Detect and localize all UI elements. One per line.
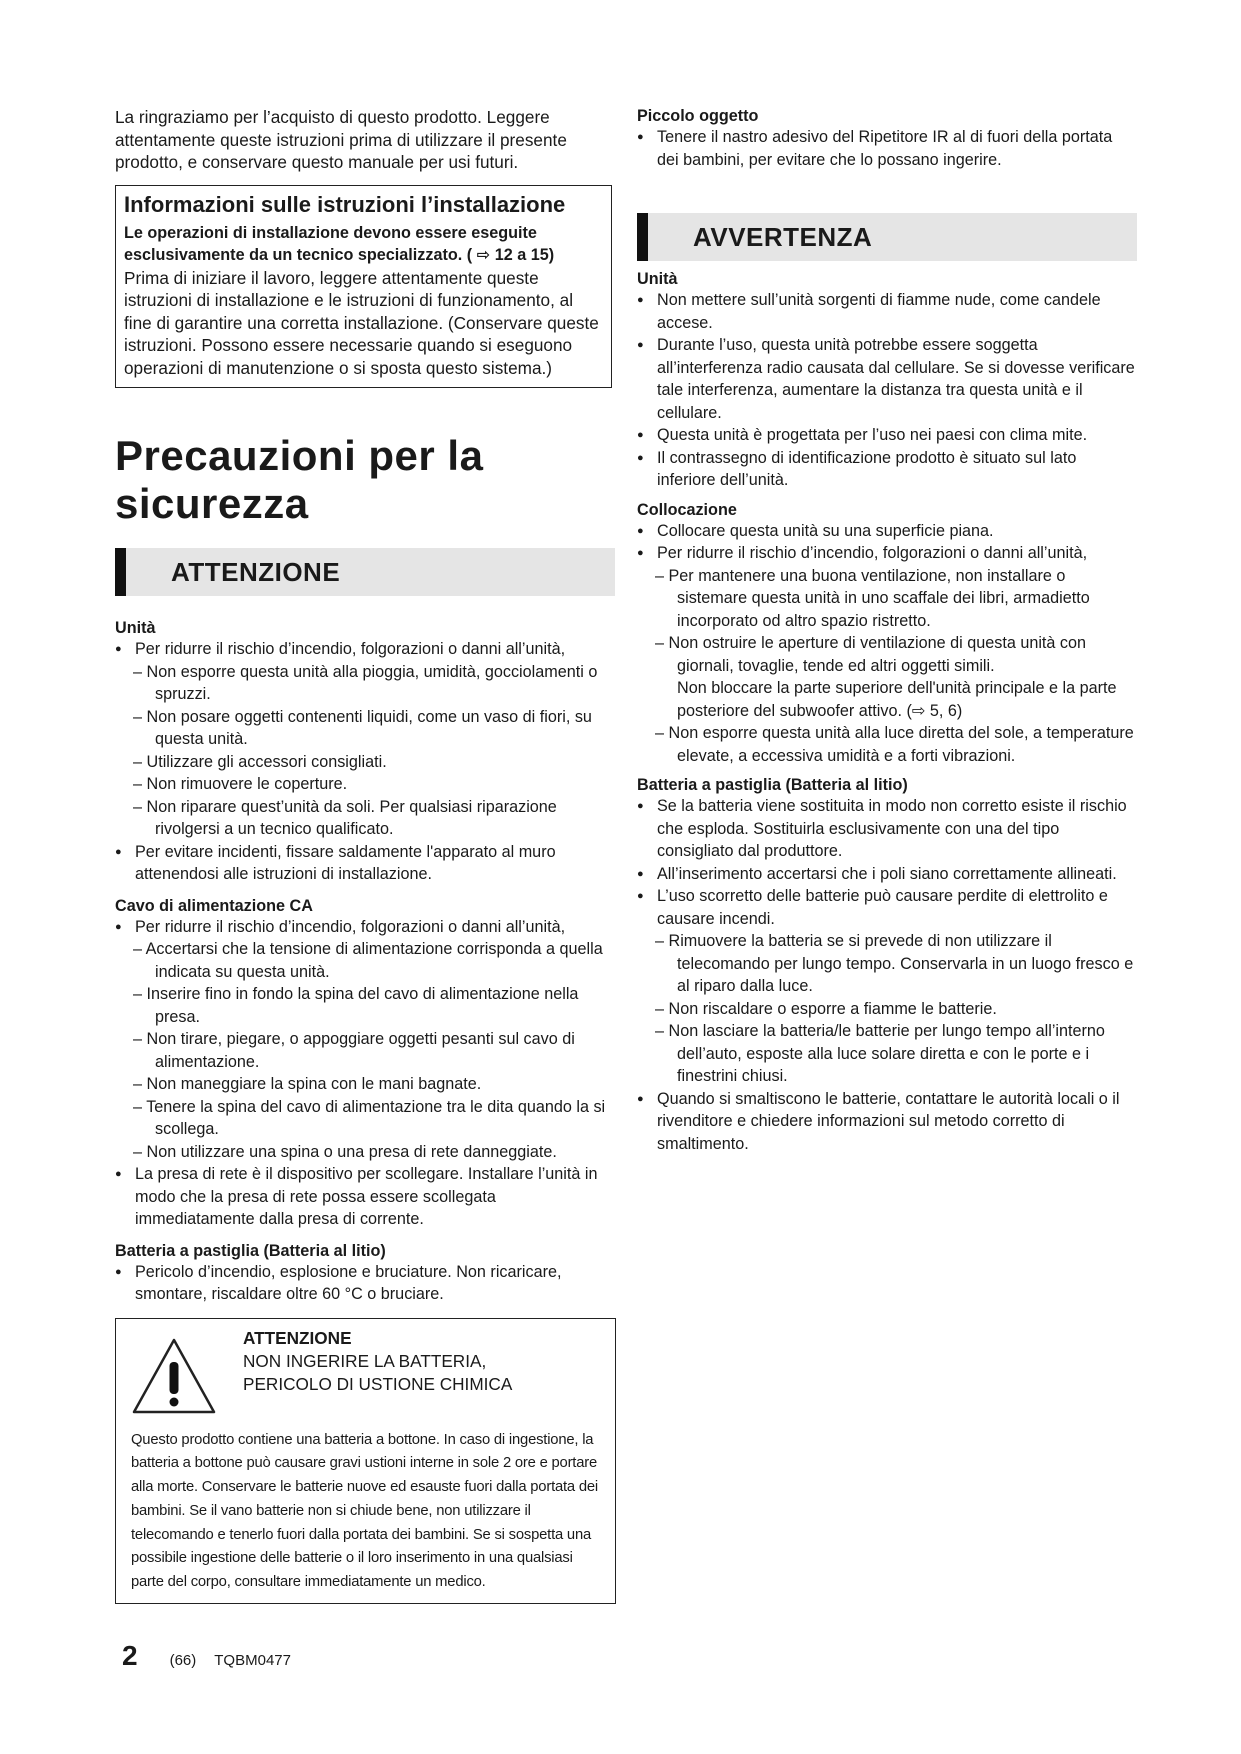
list-item: – Non utilizzare una spina o una presa di rete danneggiate.	[133, 1142, 557, 1161]
list-item: – Non ostruire le aperture di ventilazione di questa unità con giornali, tovaglie, tende ed altri oggetti simili.	[655, 634, 1087, 675]
intro-text: La ringraziamo per l’acquisto di questo prodotto. Leggere attentamente queste istruzioni prima di utilizzare il presente prodotto, e conservare questo manuale per usi futuri.	[115, 107, 567, 172]
list-item: ● Durante l’uso, questa unità potrebbe essere soggetta all’interferenza radio causata dal cellulare. Se si dovesse verificare tale interferenza, aumentare la distanza tra questa unità e il cellulare.	[637, 334, 1137, 424]
section-heading-placement: Collocazione	[637, 500, 737, 519]
list-item: – Non riparare quest’unità da soli. Per qualsiasi riparazione rivolgersi a un tecnico qualificato.	[133, 797, 557, 838]
list-item: ● All’inserimento accertarsi che i poli siano correttamente allineati.	[637, 863, 1137, 886]
section-heading-battery: Batteria a pastiglia (Batteria al litio)	[115, 1241, 386, 1260]
list-item: ● Il contrassegno di identificazione prodotto è situato sul lato inferiore dell’unità.	[637, 447, 1137, 492]
list-item: ● Quando si smaltiscono le batterie, contattare le autorità locali o il rivenditore e chiedere informazioni sul metodo corretto di smaltimento.	[637, 1088, 1137, 1156]
list-item: ● Non mettere sull’unità sorgenti di fiamme nude, come candele accese.	[637, 289, 1137, 334]
banner-bar	[637, 213, 648, 261]
list-item: ● Collocare questa unità su una superficie piana.	[637, 520, 1137, 543]
right-column	[637, 106, 1137, 1155]
list-item: ● Per ridurre il rischio d’incendio, folgorazioni o danni all’unità,	[115, 916, 615, 939]
list-item: – Non maneggiare la spina con le mani bagnate.	[133, 1075, 482, 1093]
list-item: ● Pericolo d’incendio, esplosione e bruciature. Non ricaricare, smontare, riscaldare oltre 60 °C o bruciare.	[115, 1261, 615, 1306]
page-title: Precauzioni per la sicurezza	[115, 432, 484, 527]
list-item: ● Tenere il nastro adesivo del Ripetitore IR al di fuori della portata dei bambini, per evitare che lo possano ingerire.	[637, 126, 1137, 171]
list-item: ● Per evitare incidenti, fissare saldamente l'apparato al muro attenendosi alle istruzioni di installazione.	[115, 841, 615, 886]
list-item: – Non tirare, piegare, o appoggiare oggetti pesanti sul cavo di alimentazione.	[133, 1030, 575, 1071]
warning-box-line: NON INGERIRE LA BATTERIA,	[243, 1350, 487, 1371]
banner-label: AVVERTENZA	[693, 222, 873, 252]
avvertenza-banner	[637, 213, 1137, 261]
list-item: – Tenere la spina del cavo di alimentazione tra le dita quando la si scollega.	[133, 1097, 606, 1138]
list-item: ● Per ridurre il rischio d’incendio, folgorazioni o danni all’unità,	[115, 638, 615, 661]
list-item: – Non esporre questa unità alla pioggia, umidità, gocciolamenti o spruzzi.	[133, 662, 598, 703]
document-code: TQBM0477	[214, 1652, 291, 1669]
section-heading-unit: Unità	[637, 270, 678, 288]
list-item: ● Per ridurre il rischio d’incendio, folgorazioni o danni all’unità,	[637, 542, 1137, 565]
warning-triangle-icon	[131, 1337, 217, 1415]
attenzione-banner	[115, 548, 615, 596]
page-reference: (66)	[169, 1652, 197, 1669]
list-item: – Accertarsi che la tensione di alimentazione corrisponda a quella indicata su questa unità.	[133, 940, 603, 981]
list-item: – Non riscaldare o esporre a fiamme le batterie.	[655, 999, 997, 1018]
installation-box-bold: Le operazioni di installazione devono essere eseguite esclusivamente da un tecnico specializzato. ( ⇨ 12 a 15)	[124, 223, 555, 264]
banner-label: ATTENZIONE	[171, 557, 341, 587]
list-item: ● Questa unità è progettata per l’uso nei paesi con clima mite.	[637, 424, 1137, 447]
installation-box-text: Prima di iniziare il lavoro, leggere attentamente queste istruzioni di installazione e le istruzioni di funzionamento, al fine di garantire una corretta installazione. (Conservare queste istruzioni. Possono essere necessarie quando si eseguono operazioni di manutenzione o si sposta questo sistema.)	[124, 267, 599, 378]
list-item: – Non rimuovere le coperture.	[133, 775, 348, 793]
warning-box-body: Questo prodotto contiene una batteria a bottone. In caso di ingestione, la batteria a bottone può causare gravi ustioni interne in sole 2 ore e portare alla morte. Conservare le batterie nuove ed esauste fuori dalla portata dei bambini. Se il vano batterie non si chiude bene, non utilizzare il telecomando e tenerlo fuori dalla portata dei bambini. Se si sospetta una possibile ingestione delle batterie o il loro inserimento in una qualsiasi parte del corpo, consultare immediatamente un medico.	[131, 1431, 599, 1591]
page-number: 2	[122, 1640, 138, 1671]
section-heading-battery: Batteria a pastiglia (Batteria al litio)	[637, 776, 908, 794]
section-heading-unit: Unità	[115, 619, 156, 637]
page-footer	[122, 1640, 291, 1672]
list-item: – Non lasciare la batteria/le batterie per lungo tempo all’interno dell’auto, esposte alla luce solare diretta e con le porte e i finestrini chiusi.	[655, 1022, 1105, 1085]
list-item: – Rimuovere la batteria se si prevede di non utilizzare il telecomando per lungo tempo. Conservarla in un luogo fresco e al riparo dalla luce.	[655, 932, 1134, 995]
warning-box-title: ATTENZIONE	[243, 1327, 352, 1348]
installation-info-box	[115, 185, 612, 389]
list-item: – Utilizzare gli accessori consigliati.	[133, 752, 387, 771]
battery-warning-box	[115, 1318, 616, 1605]
list-item: ● L’uso scorretto delle batterie può causare perdite di elettrolito e causare incendi.	[637, 885, 1137, 930]
placement-note: Non bloccare la parte superiore dell'unità principale e la parte posteriore del subwoofer attivo. (⇨ 5, 6)	[677, 679, 1117, 720]
list-item: ● Se la batteria viene sostituita in modo non corretto esiste il rischio che esploda. Sostituirla esclusivamente con una del tipo consigliato dal produttore.	[637, 795, 1137, 863]
list-item: – Per mantenere una buona ventilazione, non installare o sistemare questa unità in uno scaffale dei libri, armadietto incorporato od altro spazio ristretto.	[655, 566, 1090, 630]
list-item: – Non esporre questa unità alla luce diretta del sole, a temperature elevate, a eccessiva umidità e a forti vibrazioni.	[655, 724, 1134, 765]
section-heading-power-cord: Cavo di alimentazione CA	[115, 896, 313, 915]
installation-box-title: Informazioni sulle istruzioni l’installazione	[124, 191, 566, 217]
list-item: – Inserire fino in fondo la spina del cavo di alimentazione nella presa.	[133, 985, 579, 1026]
banner-bar	[115, 548, 126, 596]
left-column	[115, 106, 615, 1604]
list-item: – Non posare oggetti contenenti liquidi, come un vaso di fiori, su questa unità.	[133, 707, 592, 748]
list-item: ● La presa di rete è il dispositivo per scollegare. Installare l’unità in modo che la presa di rete possa essere scollegata immediatamente dalla presa di corrente.	[115, 1163, 615, 1231]
section-heading-small-object: Piccolo oggetto	[637, 107, 759, 125]
warning-box-line: PERICOLO DI USTIONE CHIMICA	[243, 1373, 513, 1394]
